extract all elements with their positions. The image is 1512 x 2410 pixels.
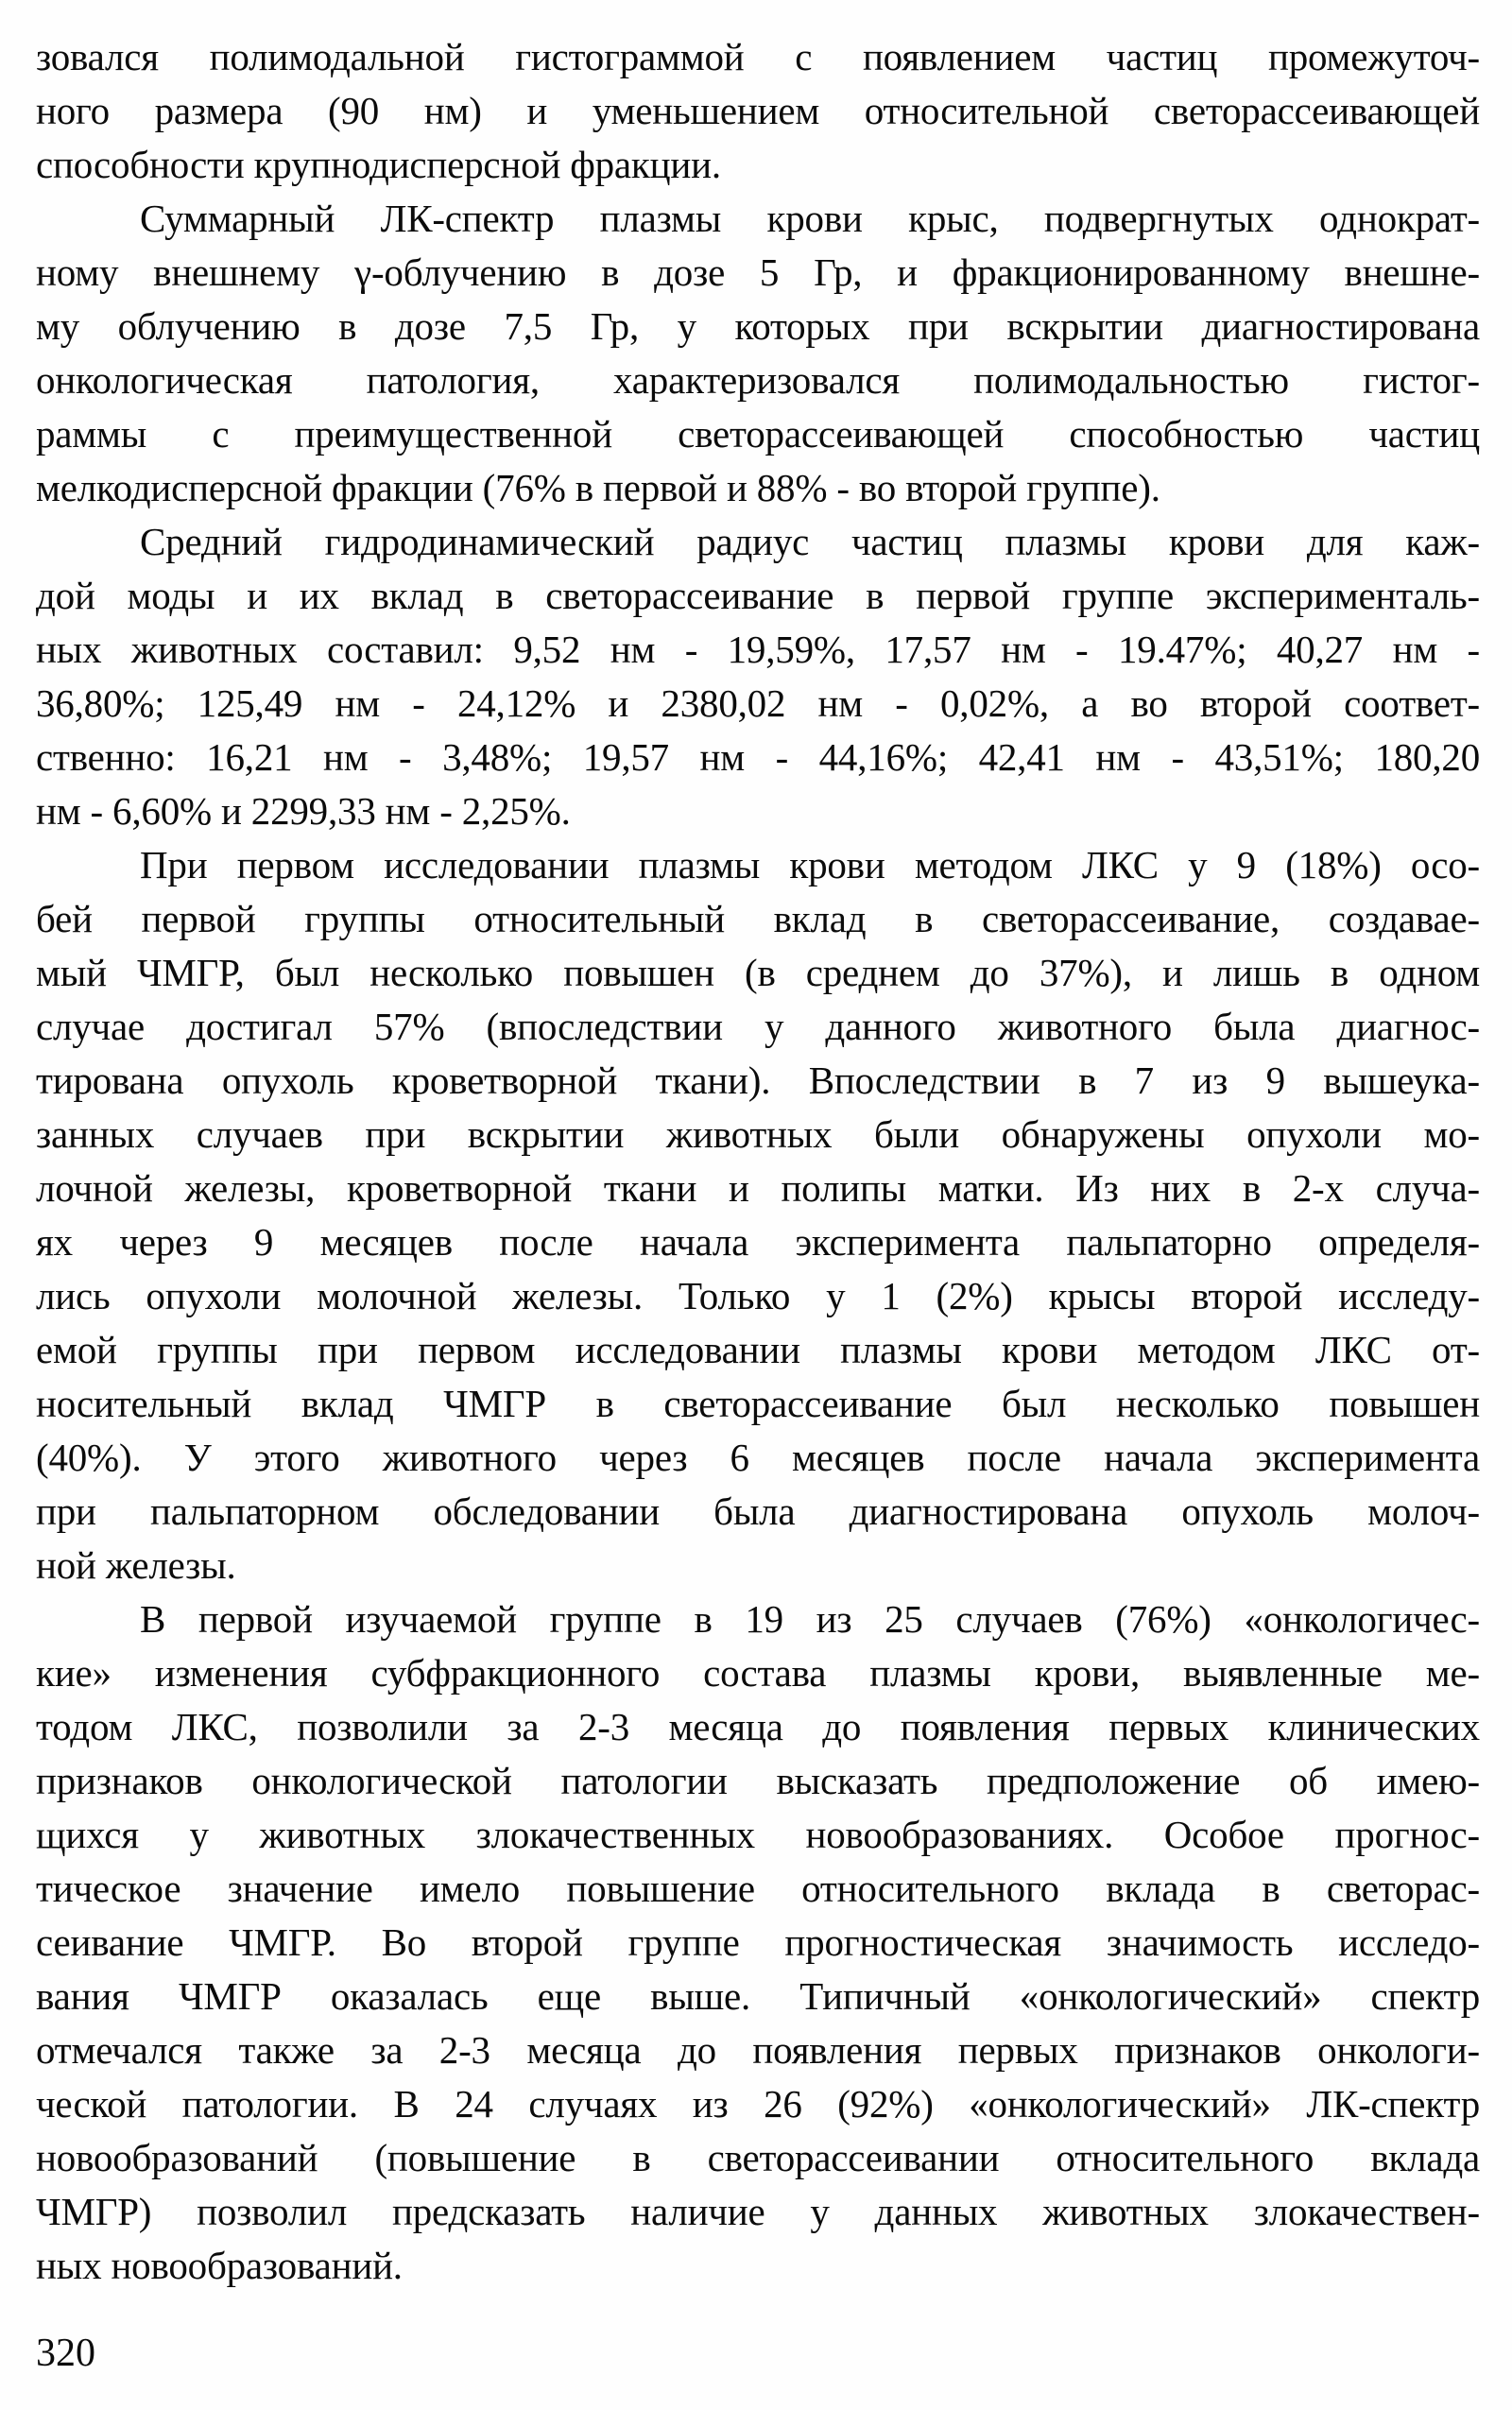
text-line: случае достигал 57% (впоследствии у данного животного была диагнос-	[36, 1005, 1480, 1048]
text-line: емой группы при первом исследовании плазмы крови методом ЛКС от-	[36, 1328, 1480, 1371]
text-line: при пальпаторном обследовании была диагностирована опухоль молоч-	[36, 1489, 1480, 1533]
text-line: онкологическая патология, характеризовался полимодальностью гистог-	[36, 358, 1480, 402]
text-line: В первой изучаемой группе в 19 из 25 случаев (76%) «онкологичес-	[140, 1597, 1480, 1641]
text-line: ному внешнему γ-облучению в дозе 5 Гр, и фракционированному внешне-	[36, 250, 1480, 294]
text-line: новообразований (повышение в светорассеивании относительного вклада	[36, 2136, 1480, 2179]
text-line: носительный вклад ЧМГР в светорассеивание был несколько повышен	[36, 1382, 1480, 1425]
text-line: ственно: 16,21 нм - 3,48%; 19,57 нм - 44,16%; 42,41 нм - 43,51%; 180,20	[36, 735, 1480, 779]
paragraph	[36, 515, 1480, 838]
text-line: ного размера (90 нм) и уменьшением относительной светорассеивающей	[36, 89, 1480, 132]
text-line: тическое значение имело повышение относительного вклада в светорас-	[36, 1867, 1480, 1910]
text-line: ческой патологии. В 24 случаях из 26 (92%) «онкологический» ЛК-спектр	[36, 2082, 1480, 2126]
page-number: 320	[36, 2332, 95, 2375]
page-text	[36, 30, 1480, 2293]
text-line: дой моды и их вклад в светорассеивание в первой группе эксперименталь-	[36, 574, 1480, 617]
text-line: лочной железы, кроветворной ткани и полипы матки. Из них в 2-х случа-	[36, 1166, 1480, 1210]
text-line: Средний гидродинамический радиус частиц плазмы крови для каж-	[140, 520, 1480, 563]
text-line: занных случаев при вскрытии животных были обнаружены опухоли мо-	[36, 1112, 1480, 1156]
text-line: признаков онкологической патологии высказать предположение об имею-	[36, 1759, 1480, 1802]
text-line: кие» изменения субфракционного состава плазмы крови, выявленные ме-	[36, 1651, 1480, 1695]
text-line: ных новообразований.	[36, 2244, 403, 2287]
text-line: ях через 9 месяцев после начала эксперимента пальпаторно определя-	[36, 1220, 1480, 1264]
text-line: ной железы.	[36, 1543, 236, 1587]
text-line: тирована опухоль кроветворной ткани). Впоследствии в 7 из 9 вышеука-	[36, 1059, 1480, 1102]
text-line: сеивание ЧМГР. Во второй группе прогностическая значимость исследо-	[36, 1920, 1480, 1964]
text-line: отмечался также за 2-3 месяца до появления первых признаков онкологи-	[36, 2028, 1480, 2072]
text-line: При первом исследовании плазмы крови методом ЛКС у 9 (18%) осо-	[140, 843, 1480, 887]
text-line: му облучению в дозе 7,5 Гр, у которых при вскрытии диагностирована	[36, 304, 1480, 348]
text-line: способности крупнодисперсной фракции.	[36, 143, 721, 186]
text-line: щихся у животных злокачественных новообразованиях. Особое прогнос-	[36, 1813, 1480, 1856]
text-line: ЧМГР) позволил предсказать наличие у данных животных злокачествен-	[36, 2190, 1480, 2233]
text-line: нм - 6,60% и 2299,33 нм - 2,25%.	[36, 789, 571, 833]
paragraph	[36, 838, 1480, 1592]
text-line: (40%). У этого животного через 6 месяцев после начала эксперимента	[36, 1436, 1480, 1479]
text-line: мелкодисперсной фракции (76% в первой и 88% - во второй группе).	[36, 466, 1160, 509]
text-line: лись опухоли молочной железы. Только у 1 (2%) крысы второй исследу-	[36, 1274, 1480, 1317]
text-line: вания ЧМГР оказалась еще выше. Типичный «онкологический» спектр	[36, 1974, 1480, 2018]
text-line: зовался полимодальной гистограммой с появлением частиц промежуточ-	[36, 35, 1480, 78]
text-line: мый ЧМГР, был несколько повышен (в среднем до 37%), и лишь в одном	[36, 951, 1480, 994]
text-line: бей первой группы относительный вклад в светорассеивание, создавае-	[36, 897, 1480, 940]
text-line: Суммарный ЛК-спектр плазмы крови крыс, подвергнутых однократ-	[140, 197, 1480, 240]
paragraph	[36, 192, 1480, 515]
paragraph	[36, 1592, 1480, 2293]
text-line: ных животных составил: 9,52 нм - 19,59%, 17,57 нм - 19.47%; 40,27 нм -	[36, 628, 1480, 671]
text-line: раммы с преимущественной светорассеивающей способностью частиц	[36, 412, 1480, 456]
text-line: 36,80%; 125,49 нм - 24,12% и 2380,02 нм - 0,02%, а во второй соответ-	[36, 681, 1480, 725]
text-line: тодом ЛКС, позволили за 2-3 месяца до появления первых клинических	[36, 1705, 1480, 1748]
paragraph	[36, 30, 1480, 192]
